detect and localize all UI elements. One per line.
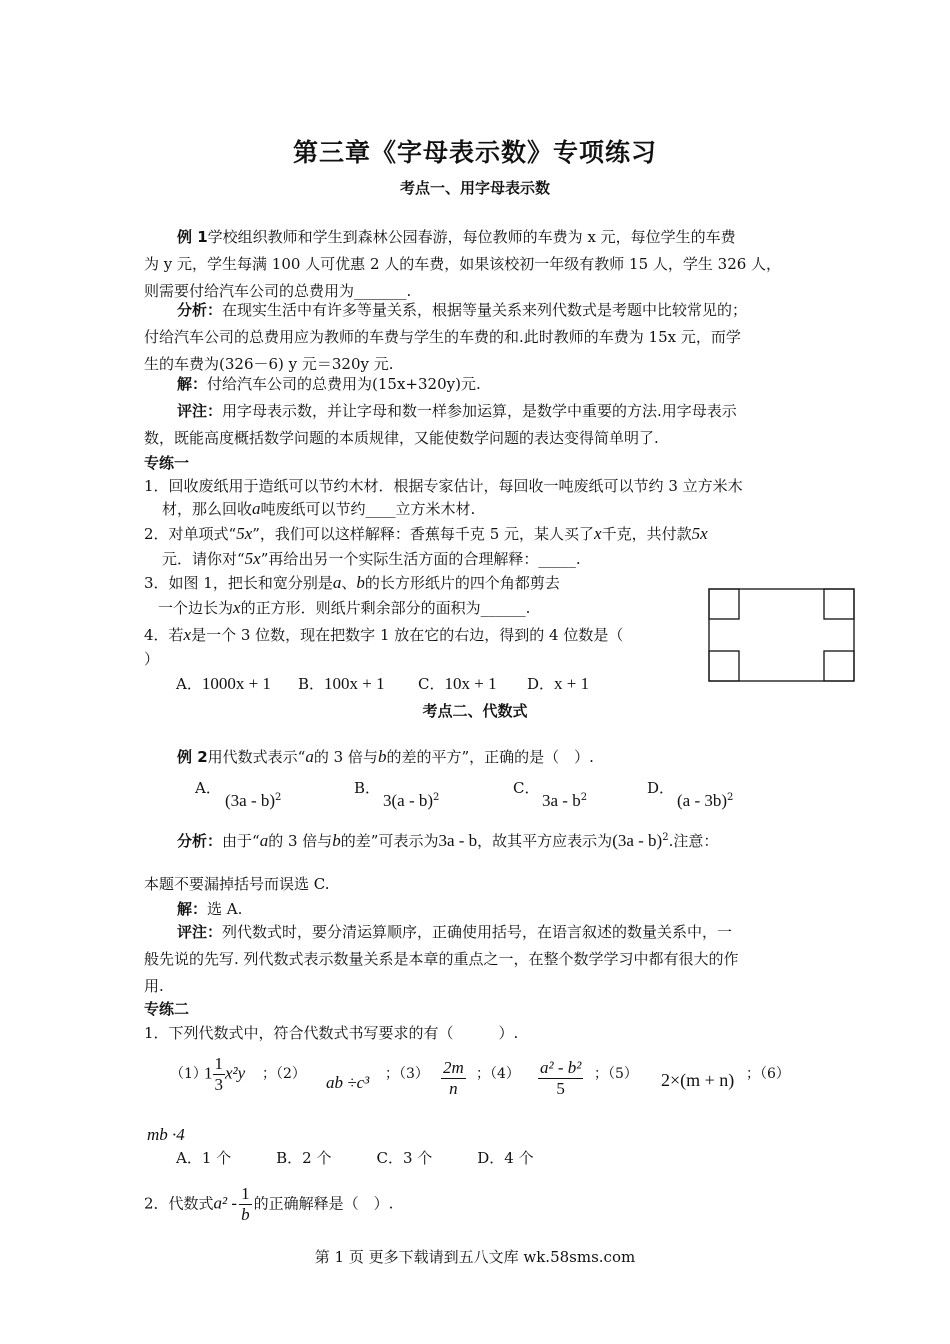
drill-2-item-6-label: ；（6） (746, 1066, 790, 1082)
example-2-comment: 评注：列代数式时，要分清运算顺序，正确使用括号，在语言叙述的数量关系中，一 般先说的先写. 列代数式表示数量关系是本章的重点之一，在整个数学学习中都有很大的作 用. (144, 923, 739, 995)
example-1: 例 1学校组织教师和学生到森林公园春游，每位教师的车费为 x 元，每位学生的车费 为 y 元，学生每满 100 人可优惠 2 人的车费，如果该校初一年级有教师 15 人，学生 326 人， 则需要付给汽车公司的总费用为_______. (144, 228, 782, 300)
drill-2-heading: 专练二 (144, 1000, 190, 1018)
example-2-option-d-label: D． (647, 779, 675, 797)
example-2-option-b-expr: 3(a - b)$^2$ (383, 791, 440, 810)
corner-square-top-left (709, 589, 739, 619)
example-2-option-d-expr: (a - 3b)$^2$ (677, 791, 734, 810)
page-footer: 第 1 页 更多下载请到五八文库 wk.58sms.com (314, 1248, 636, 1266)
drill-2-q2: 2．代数式a² - $\frac{1}{b}$ 的正确解释是（ ）. (144, 1184, 394, 1224)
corner-square-bottom-left (709, 651, 739, 681)
example-2-option-b-label: B． (354, 779, 381, 797)
drill-2-item-5-label: ；（5） (594, 1066, 638, 1082)
example-1-solution: 解：付给汽车公司的总费用为(15x+320y)元. (177, 375, 481, 393)
example-2-option-c-expr: $3a - b^2$ (542, 791, 588, 810)
drill-1-q4-option-a: A．1000x + 1 (176, 674, 271, 693)
example-2-option-a-label: A． (195, 779, 221, 797)
drill-2-q1-options: A．1 个 B．2 个 C．3 个 D．4 个 (176, 1149, 534, 1167)
drill-1-q4-option-b: B．100x + 1 (298, 674, 385, 693)
example-1-comment: 评注：用字母表示数，并让字母和数一样参加运算，是数学中重要的方法.用字母表示 数，既能高度概括数学问题的本质规律，又能使数学问题的表达变得简单明了. (144, 402, 737, 447)
example-1-label: 例 1 (177, 228, 208, 246)
drill-2-item-2-expr: ab ÷c³ (326, 1073, 370, 1092)
corner-square-bottom-right (824, 651, 854, 681)
example-2-question: 例 2用代数式表示“a的 3 倍与b的差的平方”，正确的是（ ）. (177, 747, 594, 766)
example-2-option-a-expr: (3a - b)$^2$ (225, 791, 282, 810)
drill-2-item-4-label: ；（4） (476, 1066, 520, 1082)
drill-1-q4-option-d: D．x + 1 (527, 674, 590, 693)
example-2-analysis: 分析：由于“a的 3 倍与b的差”可表示为3a - b，故其平方应表示为(3a - b)$^2$.注意： (177, 831, 719, 850)
example-2-analysis-line2: 本题不要漏掉括号而误选 C. (144, 875, 330, 893)
section-heading-2: 考点二、代数式 (422, 702, 528, 720)
drill-2-item-1-label: （1） (170, 1066, 207, 1082)
example-2-option-c-label: C． (513, 779, 540, 797)
drill-1-q4-option-c: C．10x + 1 (418, 674, 497, 693)
drill-1-q1-line1: 1．回收废纸用于造纸可以节约木材．根据专家估计，每回收一吨废纸可以节约 3 立方米木 (144, 477, 743, 495)
figure-1-rectangle-diagram (708, 588, 856, 683)
drill-2-item-2-label: ；（2） (262, 1066, 306, 1082)
example-1-analysis: 分析：在现实生活中有许多等量关系，根据等量关系来列代数式是考题中比较常见的； 付给汽车公司的总费用应为教师的车费与学生的车费的和.此时教师的车费为 15x 元，而学 生的车费为(326－6) y 元＝320y 元. (144, 301, 748, 373)
drill-2-item-5-expr: 2×(m + n) (661, 1070, 735, 1090)
drill-1-heading: 专练一 (144, 454, 190, 472)
drill-2-item-1-expr: 1 $\frac{1}{3}$ x²y (204, 1054, 246, 1094)
drill-2-item-3-label: ；（3） (385, 1066, 429, 1082)
drill-2-item-6-expr: mb ·4 (147, 1125, 185, 1144)
drill-2-item-3-expr: $\frac{2m}{n}$ (443, 1058, 464, 1098)
drill-1-q3-line1: 3．如图 1，把长和宽分别是a、b的长方形纸片的四个角都剪去 (144, 573, 560, 592)
drill-1-q2-line2: 元．请你对“5x”再给出另一个实际生活方面的合理解释：_____. (162, 549, 581, 568)
page-title: 第三章《字母表示数》专项练习 (292, 138, 657, 167)
example-2-solution: 解：选 A. (177, 900, 243, 918)
section-heading-1: 考点一、用字母表示数 (399, 179, 550, 197)
drill-1-q4-line2: ） (144, 650, 160, 668)
outer-rectangle (709, 589, 854, 681)
drill-1-q1-line2: 材，那么回收a吨废纸可以节约____立方米木材. (162, 499, 476, 518)
drill-1-q4-line1: 4．若x是一个 3 位数，现在把数字 1 放在它的右边，得到的 4 位数是（ (144, 625, 624, 644)
corner-square-top-right (824, 589, 854, 619)
drill-1-q3-line2: 一个边长为x的正方形．则纸片剩余部分的面积为______. (158, 598, 531, 617)
drill-1-q2-line1: 2．对单项式“5x”，我们可以这样解释：香蕉每千克 5 元，某人买了x千克，共付款5x (144, 524, 708, 543)
drill-2-q1: 1．下列代数式中，符合代数式书写要求的有（ ）. (144, 1024, 519, 1042)
drill-2-item-4-expr: $\frac{\text{a² - b²}}{5}$ (540, 1058, 582, 1098)
